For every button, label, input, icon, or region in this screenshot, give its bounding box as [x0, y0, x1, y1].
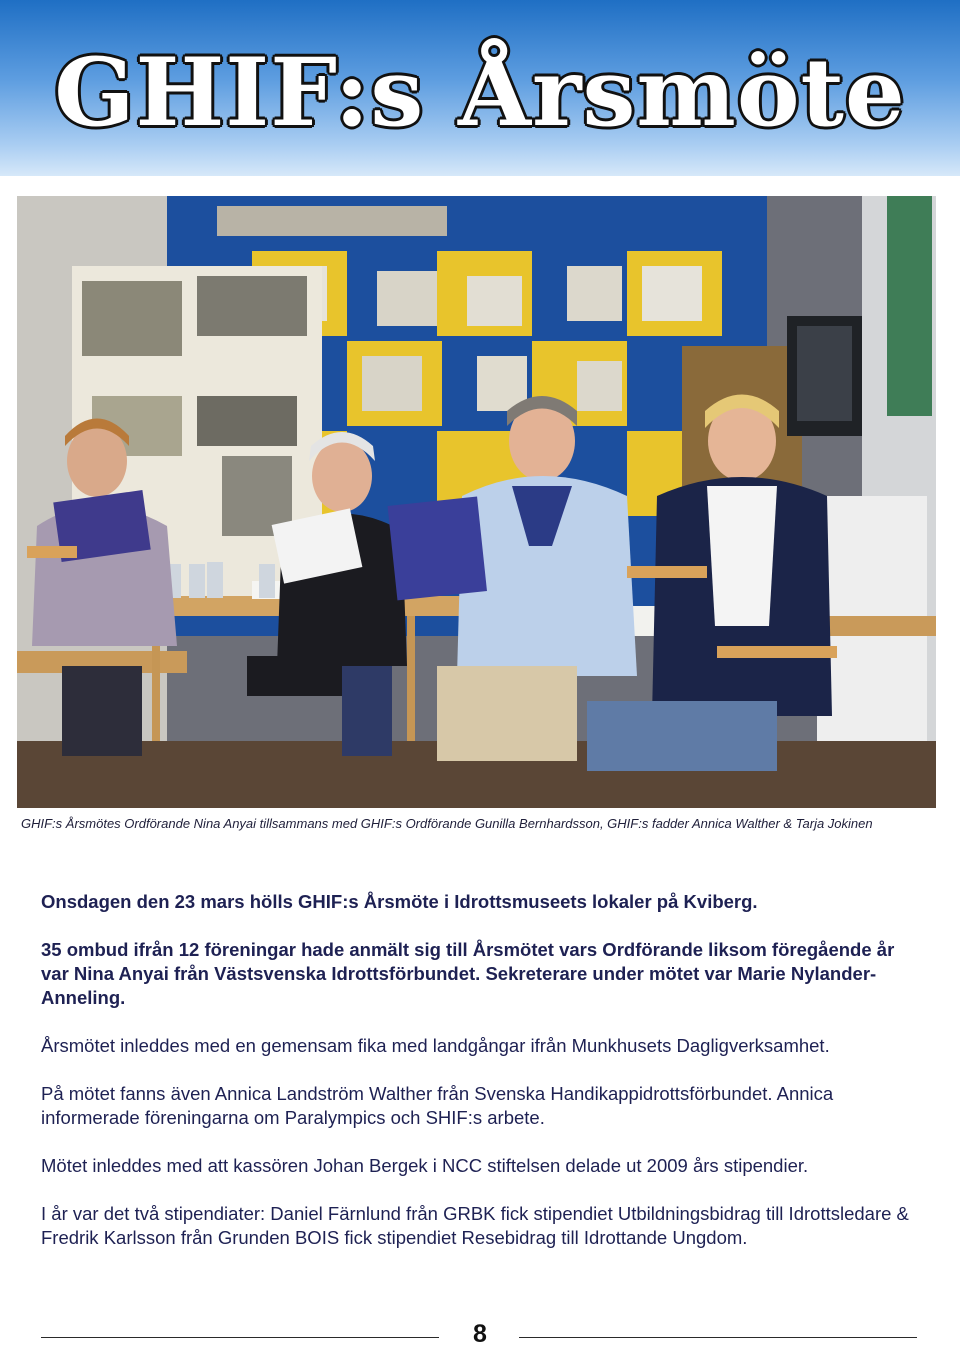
- article-body: [41, 890, 921, 1250]
- article-paragraph-3: Årsmötet inleddes med en gemensam fika med landgångar ifrån Munkhusets Dagligverksamhet.: [41, 1035, 830, 1056]
- header-banner: [0, 0, 960, 176]
- meeting-photo: [17, 196, 936, 808]
- footer-rule-right: [519, 1337, 917, 1338]
- article-paragraph-5: Mötet inleddes med att kassören Johan Bergek i NCC stiftelsen delade ut 2009 års stipendier.: [41, 1155, 809, 1176]
- photo-caption: GHIF:s Årsmötes Ordförande Nina Anyai tillsammans med GHIF:s Ordförande Gunilla Bernhardsson, GHIF:s fadder Annica Walther & Tarja Jokinen: [21, 816, 873, 831]
- article-paragraph-2: 35 ombud ifrån 12 föreningar hade anmält sig till Årsmötet vars Ordförande liksom föregående år var Nina Anyai från Västsvenska Idrottsförbundet. Sekreterare under mötet var Marie Nylander-Anneling.: [41, 939, 895, 1008]
- article-paragraph-6: I år var det två stipendiater: Daniel Färnlund från GRBK fick stipendiet Utbildningsbidrag till Idrottsledare & Fredrik Karlsson från Grunden BOIS fick stipendiet Resebidrag till Idrottande Ungdom.: [41, 1203, 909, 1248]
- page-number: 8: [473, 1320, 487, 1348]
- meeting-photo-illustration: [17, 196, 936, 808]
- article-paragraph-1: Onsdagen den 23 mars hölls GHIF:s Årsmöte i Idrottsmuseets lokaler på Kviberg.: [41, 891, 758, 912]
- article-paragraph-4: På mötet fanns även Annica Landström Walther från Svenska Handikappidrottsförbundet. Annica informerade föreningarna om Paralympics och SHIF:s arbete.: [41, 1083, 834, 1128]
- page-title: GHIF:s Årsmöte: [54, 38, 906, 148]
- footer-rule-left: [41, 1337, 439, 1338]
- page-footer: [0, 1318, 960, 1358]
